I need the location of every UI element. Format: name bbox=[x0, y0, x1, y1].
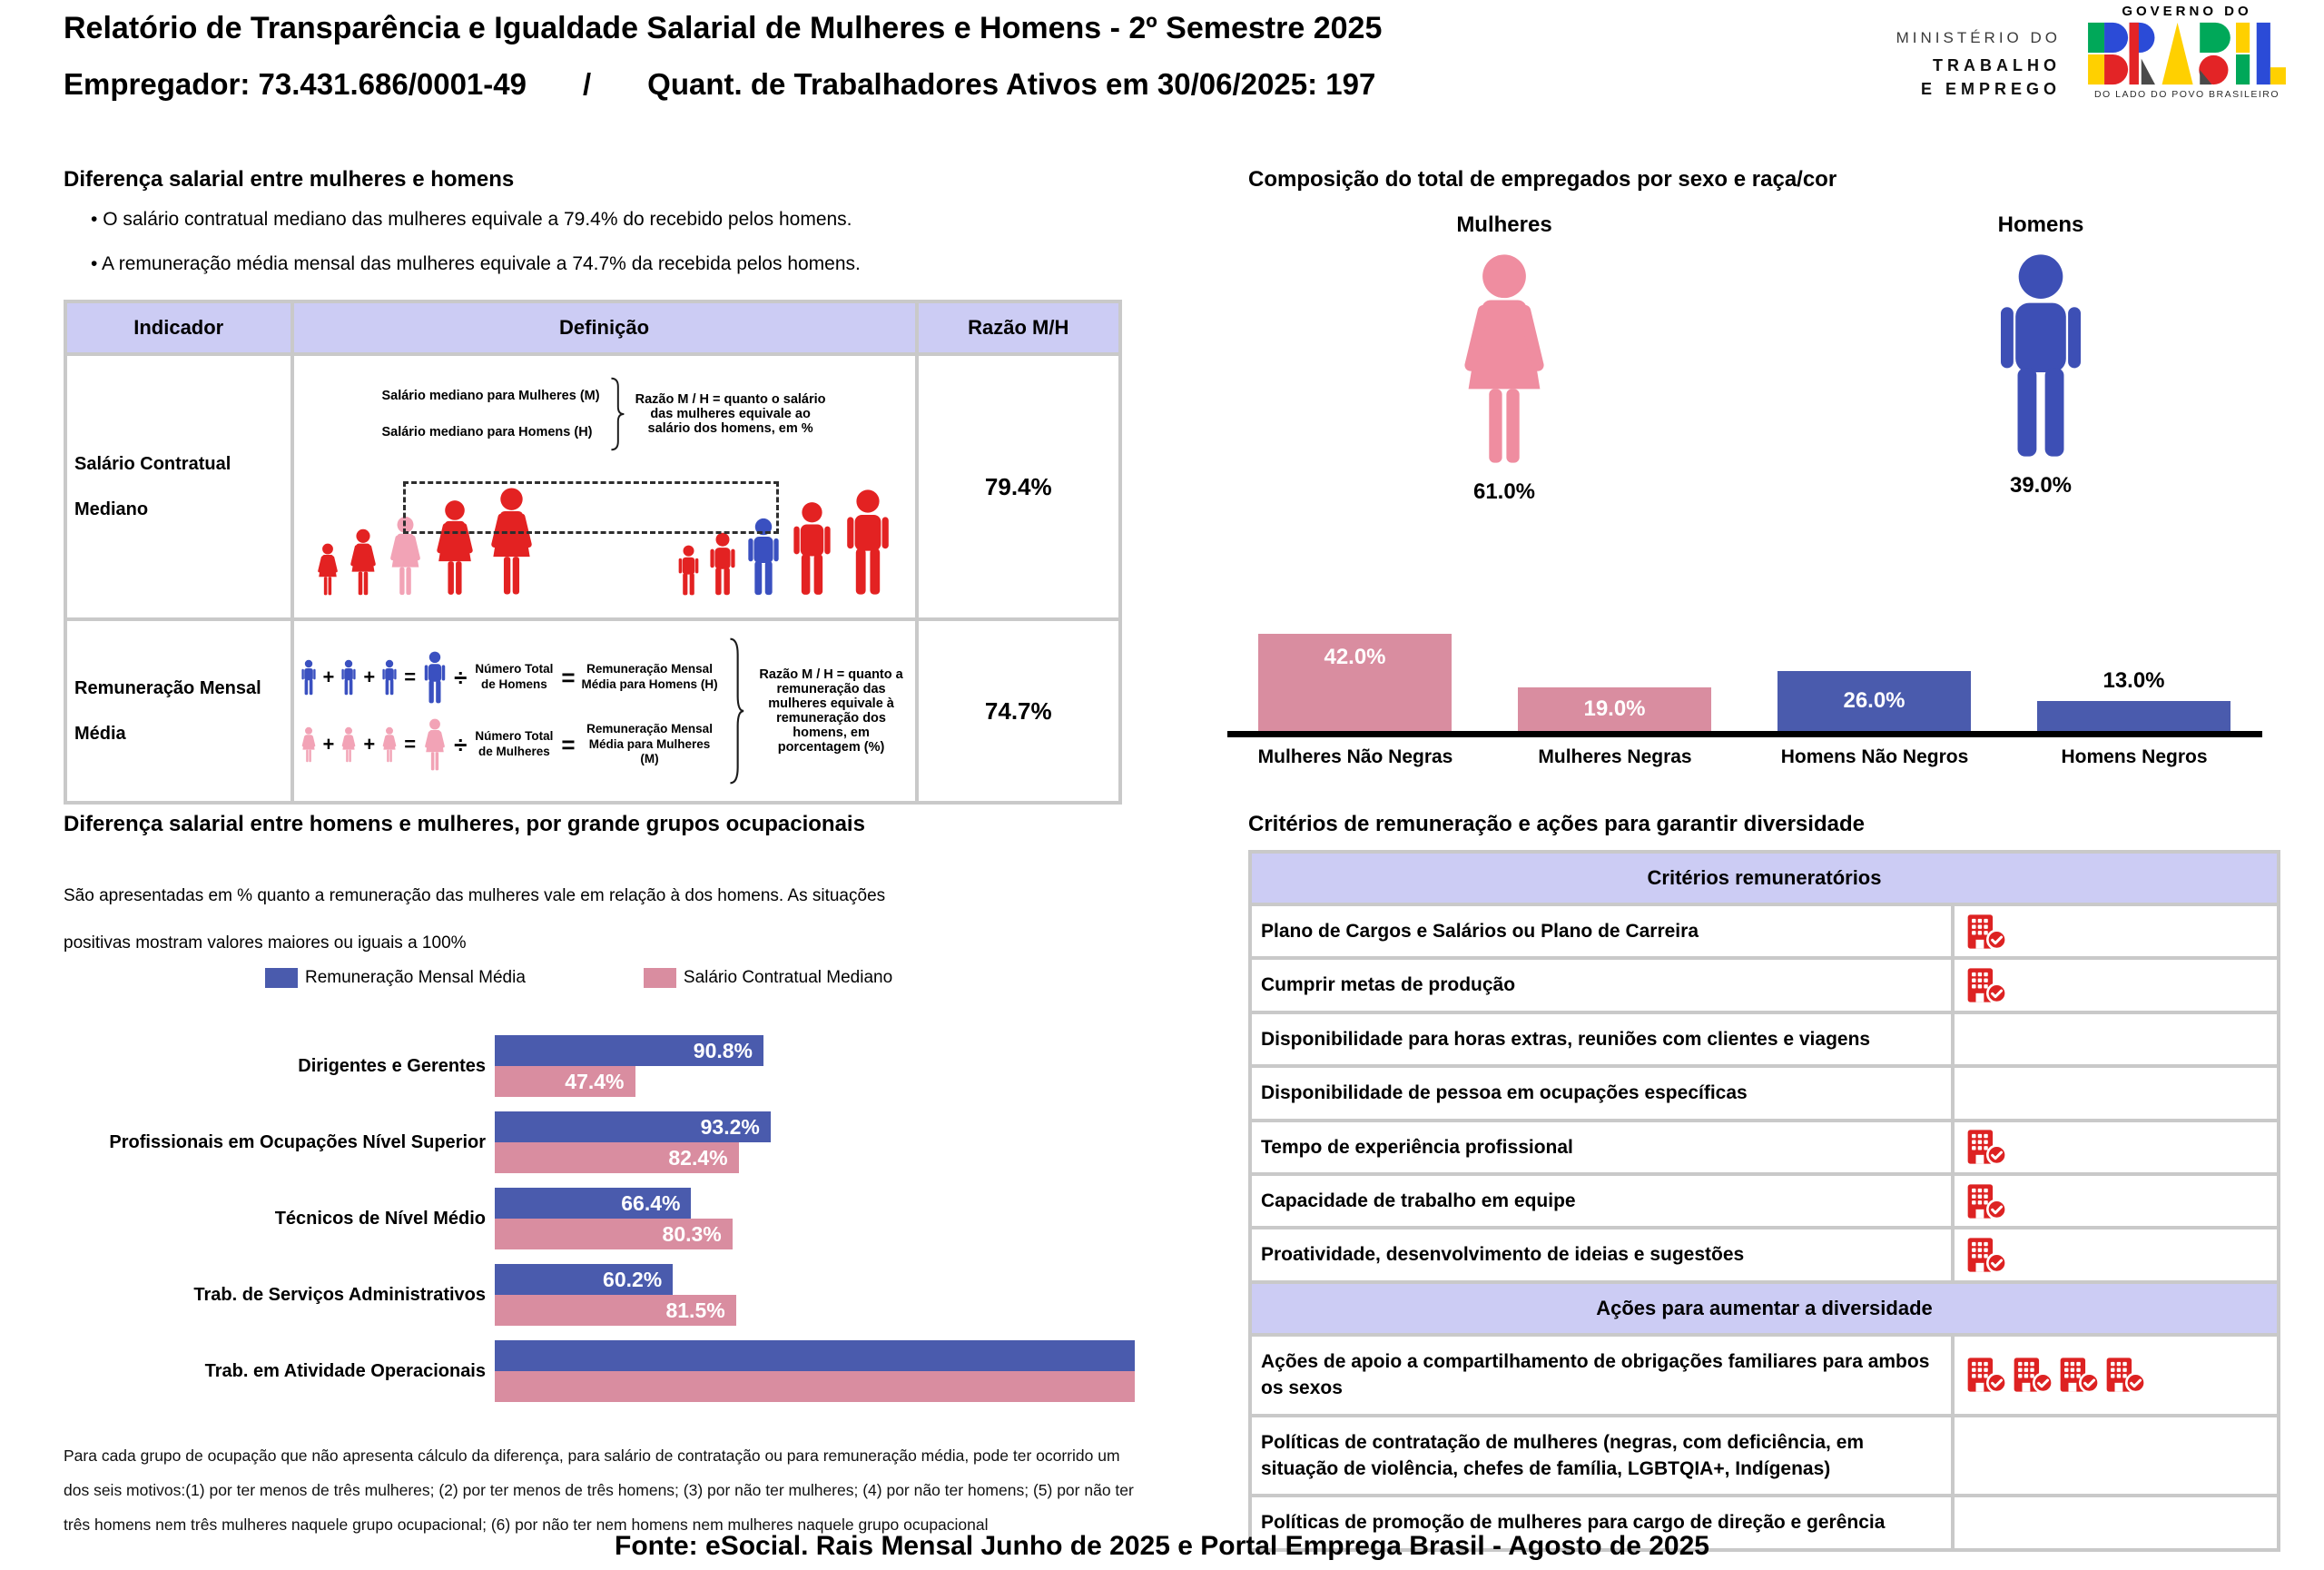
table-row bbox=[67, 356, 1118, 617]
indicator-average-remuneration: Remuneração Mensal Média bbox=[67, 621, 290, 801]
criteria-label: Políticas de promoção de mulheres para cargo de direção e gerência bbox=[1252, 1497, 1951, 1547]
ratio-median-salary: 79.4% bbox=[919, 356, 1118, 617]
group-label: Dirigentes e Gerentes bbox=[298, 1055, 486, 1076]
woman-figure-icon bbox=[421, 718, 448, 771]
employer-line bbox=[64, 67, 1375, 102]
criteria-checks-cell bbox=[1955, 1014, 2277, 1064]
bar-value-label: 93.2% bbox=[700, 1114, 760, 1139]
criteria-band-row bbox=[1252, 854, 2277, 903]
legend-swatch-pink bbox=[644, 968, 676, 988]
male-pictogram-icon bbox=[1988, 252, 2093, 459]
criteria-band-row bbox=[1252, 1284, 2277, 1333]
bar-media bbox=[495, 1111, 771, 1142]
plus-operator: + bbox=[322, 666, 335, 688]
indicator-table-header-row bbox=[67, 303, 1118, 352]
gov-logo-top-text: GOVERNO DO bbox=[2122, 4, 2252, 19]
female-percentage: 61.0% bbox=[1472, 479, 1536, 504]
criteria-label: Políticas de contratação de mulheres (negras, com deficiência, em situação de violência, chefes de família, LGBTQIA+, Indígenas) bbox=[1252, 1417, 1951, 1495]
man-figure-icon bbox=[300, 659, 318, 696]
building-check-icon bbox=[1965, 966, 2007, 1004]
man-figure-icon bbox=[841, 489, 895, 596]
criteria-label: Capacidade de trabalho em equipe bbox=[1252, 1176, 1951, 1226]
gov-logo-tagline: DO LADO DO POVO BRASILEIRO bbox=[2093, 89, 2280, 100]
criteria-label: Disponibilidade de pessoa em ocupações específicas bbox=[1252, 1068, 1951, 1118]
median-salary-diagram bbox=[314, 459, 895, 596]
criteria-label: Cumprir metas de produção bbox=[1252, 960, 1951, 1010]
ministry-logo bbox=[1775, 27, 2061, 101]
group-row bbox=[64, 1111, 1135, 1173]
plus-operator: + bbox=[363, 666, 376, 688]
bar-value-label: 81.5% bbox=[665, 1298, 725, 1322]
divide-operator: ÷ bbox=[454, 663, 468, 691]
building-check-icon bbox=[1965, 1356, 2007, 1394]
category-label: Mulheres Não Negras bbox=[1257, 746, 1453, 767]
bar-mediano bbox=[495, 1219, 733, 1249]
table-row bbox=[1252, 1122, 2277, 1172]
criteria-label: Disponibilidade para horas extras, reuniões com clientes e viagens bbox=[1252, 1014, 1951, 1064]
women-formula-row bbox=[300, 718, 719, 771]
men-formula-row bbox=[300, 651, 719, 704]
equals-operator: = bbox=[404, 666, 417, 688]
female-label: Mulheres bbox=[1456, 212, 1552, 237]
criteria-checks-cell bbox=[1955, 1337, 2277, 1414]
group-label: Trab. de Serviços Administrativos bbox=[193, 1284, 486, 1305]
building-check-icon bbox=[2058, 1356, 2100, 1394]
table-row bbox=[1252, 1337, 2277, 1414]
legend-label: Remuneração Mensal Média bbox=[305, 968, 526, 987]
group-label: Profissionais em Ocupações Nível Superior bbox=[109, 1131, 486, 1152]
woman-figure-icon bbox=[346, 528, 380, 596]
equals-operator: = bbox=[561, 663, 576, 691]
bar-mediano bbox=[495, 1295, 736, 1326]
criteria-checks-cell bbox=[1955, 1122, 2277, 1172]
building-check-icon bbox=[2104, 1356, 2146, 1394]
employer-separator: / bbox=[582, 67, 592, 101]
bar-mediano bbox=[495, 1066, 635, 1097]
ministry-line2: TRABALHO bbox=[1933, 55, 2061, 74]
bar-value-label: 90.8% bbox=[693, 1038, 753, 1062]
criteria-checks-cell bbox=[1955, 1417, 2277, 1495]
average-ratio-note: Razão M / H = quanto a remuneração das mulheres equivale à remuneração dos homens, em porcentagem (%) bbox=[759, 667, 903, 755]
ratio-average-remuneration: 74.7% bbox=[919, 621, 1118, 801]
x-axis-line bbox=[1227, 731, 2262, 737]
bar-value-label: 82.4% bbox=[668, 1145, 728, 1170]
table-row bbox=[1252, 960, 2277, 1010]
bar-mulheres-negras bbox=[1518, 687, 1711, 731]
ministry-line1: MINISTÉRIO DO bbox=[1896, 29, 2061, 46]
men-count-label: Número Total de Homens bbox=[475, 662, 554, 691]
criteria-table bbox=[1248, 850, 2280, 1552]
bar-mulheres-nao-negras bbox=[1258, 634, 1452, 731]
col-razao: Razão M/H bbox=[919, 303, 1118, 352]
bar-mediano bbox=[495, 1371, 1135, 1402]
man-figure-icon bbox=[788, 501, 836, 596]
occupational-footnote: Para cada grupo de ocupação que não apresenta cálculo da diferença, para salário de contratação ou para remuneração média, pode ter ocorrido um dos seis motivos:(1) por ter menos de três mulheres; (2) por ter menos de três homens; (3) por não ter mulheres; (4) por não ter homens; (5) por não ter três homens nem três mulheres naquele grupo ocupacional; (6) por não ter nem homens nem mulheres naquele grupo ocupacional bbox=[64, 1446, 1134, 1534]
man-figure-icon bbox=[706, 532, 739, 596]
bar-value-label: 66.4% bbox=[621, 1190, 681, 1215]
woman-figure-icon bbox=[340, 726, 358, 763]
bar-media bbox=[495, 1264, 673, 1295]
men-remuneration-label: Remuneração Mensal Média para Homens (H) bbox=[581, 662, 718, 691]
category-label: Homens Negros bbox=[2061, 746, 2208, 767]
bar-homens-nao-negros bbox=[1777, 671, 1971, 731]
plus-operator: + bbox=[363, 733, 376, 755]
median-ratio-note: Razão M / H = quanto o salário das mulheres equivale ao salário dos homens, em % bbox=[635, 392, 826, 436]
employer-id: Empregador: 73.431.686/0001-49 bbox=[64, 67, 527, 101]
occupational-subtitle: São apresentadas em % quanto a remuneração das mulheres vale em relação à dos homens. As situações positivas mostram valores maiores ou iguais a 100% bbox=[64, 886, 886, 953]
occupational-bar-chart bbox=[64, 1035, 1135, 1417]
bar-media bbox=[495, 1188, 691, 1219]
category-label: Homens Não Negros bbox=[1780, 746, 1969, 767]
bar-value-label: 47.4% bbox=[565, 1069, 625, 1093]
legend-swatch-blue bbox=[265, 968, 298, 988]
definition-median-salary bbox=[294, 356, 915, 617]
definition-average-remuneration bbox=[294, 621, 915, 801]
gov-brasil-logo bbox=[2079, 4, 2295, 100]
man-figure-icon bbox=[340, 659, 358, 696]
race-composition-chart bbox=[1227, 625, 2262, 767]
group-label: Técnicos de Nível Médio bbox=[274, 1208, 486, 1229]
group-row bbox=[64, 1264, 1135, 1326]
man-figure-icon bbox=[675, 545, 702, 596]
male-pictogram-block bbox=[1972, 212, 2110, 499]
salary-gap-bullets bbox=[91, 209, 861, 298]
male-percentage: 39.0% bbox=[2009, 473, 2073, 498]
active-workers: Quant. de Trabalhadores Ativos em 30/06/2025: 197 bbox=[647, 67, 1376, 101]
indicator-median-salary: Salário Contratual Mediano bbox=[67, 356, 290, 617]
building-check-icon bbox=[1965, 1236, 2007, 1274]
equals-operator: = bbox=[561, 730, 576, 758]
bar-homens-negros bbox=[2037, 667, 2230, 731]
divide-operator: ÷ bbox=[454, 730, 468, 758]
median-women-label: Salário mediano para Mulheres (M) bbox=[381, 389, 600, 403]
occupational-heading: Diferença salarial entre homens e mulheres, por grande grupos ocupacionais bbox=[64, 812, 865, 836]
table-row bbox=[1252, 1068, 2277, 1118]
salary-gap-heading: Diferença salarial entre mulheres e homens bbox=[64, 167, 515, 192]
criteria-heading: Critérios de remuneração e ações para garantir diversidade bbox=[1248, 812, 1865, 836]
group-row bbox=[64, 1188, 1135, 1249]
composition-heading: Composição do total de empregados por sexo e raça/cor bbox=[1248, 167, 1837, 192]
bullet-median-salary: • O salário contratual mediano das mulheres equivale a 79.4% do recebido pelos homens. bbox=[91, 209, 861, 231]
building-check-icon bbox=[1965, 1182, 2007, 1220]
group-row bbox=[64, 1340, 1135, 1402]
table-row bbox=[1252, 906, 2277, 956]
legend-item-mediano bbox=[644, 968, 892, 988]
female-pictogram-block bbox=[1433, 212, 1576, 505]
col-definicao: Definição bbox=[294, 303, 915, 352]
women-remuneration-label: Remuneração Mensal Média para Mulheres (M) bbox=[586, 721, 713, 766]
woman-figure-icon bbox=[314, 543, 341, 596]
plus-operator: + bbox=[322, 733, 335, 755]
women-count-label: Número Total de Mulheres bbox=[475, 729, 554, 758]
table-row bbox=[1252, 1176, 2277, 1226]
indicator-table bbox=[64, 300, 1122, 805]
group-label: Trab. em Atividade Operacionais bbox=[204, 1360, 486, 1381]
legend-label: Salário Contratual Mediano bbox=[683, 968, 893, 987]
bar-media bbox=[495, 1340, 1135, 1371]
median-men-label: Salário mediano para Homens (H) bbox=[381, 425, 593, 439]
category-label: Mulheres Negras bbox=[1538, 746, 1692, 767]
col-indicador: Indicador bbox=[67, 303, 290, 352]
male-label: Homens bbox=[1997, 212, 2084, 237]
legend-item-media bbox=[265, 968, 526, 988]
equals-operator: = bbox=[404, 733, 417, 755]
criteria-section1-band: Critérios remuneratórios bbox=[1252, 854, 2277, 903]
bar-value-label: 60.2% bbox=[603, 1267, 663, 1291]
criteria-label: Plano de Cargos e Salários ou Plano de Carreira bbox=[1252, 906, 1951, 956]
ministry-line3: E EMPREGO bbox=[1920, 79, 2061, 98]
criteria-checks-cell bbox=[1955, 1068, 2277, 1118]
brace-icon bbox=[609, 370, 625, 458]
bar-value-label: 26.0% bbox=[1843, 687, 1905, 713]
man-figure-icon bbox=[421, 651, 448, 704]
woman-figure-icon bbox=[300, 726, 318, 763]
table-row bbox=[67, 621, 1118, 801]
man-figure-icon bbox=[380, 659, 399, 696]
building-check-icon bbox=[1965, 913, 2007, 951]
criteria-label: Tempo de experiência profissional bbox=[1252, 1122, 1951, 1172]
criteria-section2-band: Ações para aumentar a diversidade bbox=[1252, 1284, 2277, 1333]
bar-value-label: 42.0% bbox=[1324, 644, 1386, 669]
criteria-checks-cell bbox=[1955, 1176, 2277, 1226]
table-row bbox=[1252, 1417, 2277, 1495]
bar-mediano bbox=[495, 1142, 739, 1173]
bar-value-label: 80.3% bbox=[662, 1221, 722, 1246]
criteria-label: Proatividade, desenvolvimento de ideias e sugestões bbox=[1252, 1229, 1951, 1279]
median-dashed-box bbox=[403, 481, 779, 534]
criteria-label: Ações de apoio a compartilhamento de obrigações familiares para ambos os sexos bbox=[1252, 1337, 1951, 1414]
brace-icon bbox=[728, 634, 744, 788]
woman-figure-icon bbox=[380, 726, 399, 763]
bullet-average-remuneration: • A remuneração média mensal das mulheres equivale a 74.7% da recebida pelos homens. bbox=[91, 253, 861, 275]
table-row bbox=[1252, 1229, 2277, 1279]
group-row bbox=[64, 1035, 1135, 1097]
chart-legend bbox=[265, 968, 892, 988]
bar-media bbox=[495, 1035, 763, 1066]
bar-value-label: 13.0% bbox=[2102, 667, 2165, 693]
bar-value-label: 19.0% bbox=[1583, 696, 1646, 721]
brasil-logo-graphic bbox=[2086, 21, 2288, 86]
criteria-checks-cell bbox=[1955, 1229, 2277, 1279]
female-pictogram-icon bbox=[1450, 252, 1559, 465]
source-footer: Fonte: eSocial. Rais Mensal Junho de 2025 e Portal Emprega Brasil - Agosto de 2025 bbox=[615, 1531, 1709, 1561]
report-title: Relatório de Transparência e Igualdade Salarial de Mulheres e Homens - 2º Semestre 2025 bbox=[64, 11, 1383, 45]
building-check-icon bbox=[2012, 1356, 2053, 1394]
criteria-checks-cell bbox=[1955, 906, 2277, 956]
criteria-checks-cell bbox=[1955, 960, 2277, 1010]
table-row bbox=[1252, 1014, 2277, 1064]
building-check-icon bbox=[1965, 1128, 2007, 1166]
